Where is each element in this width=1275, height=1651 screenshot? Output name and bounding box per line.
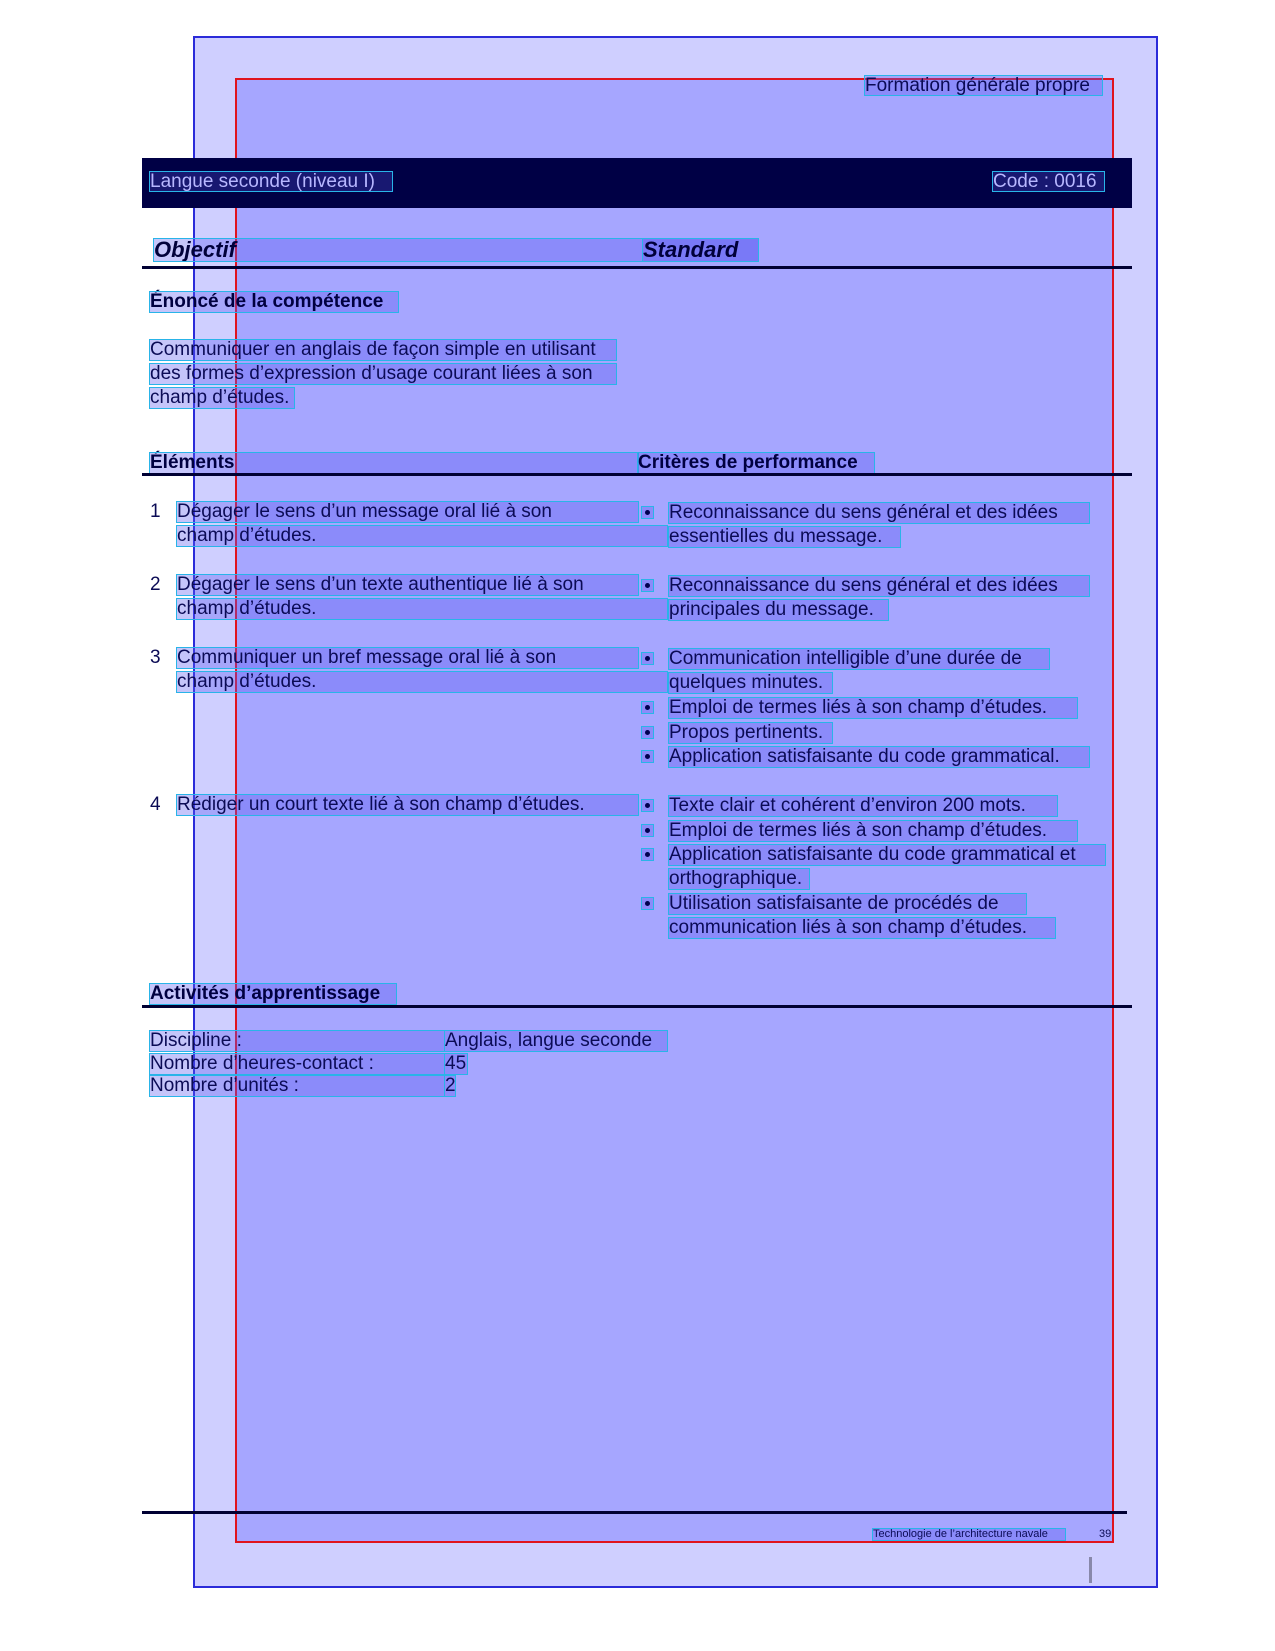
criterion-line: principales du message.: [669, 600, 888, 620]
element-line: champ d’études.: [177, 526, 667, 546]
element-line: Dégager le sens d’un message oral lié à son: [177, 502, 638, 522]
element-line: Dégager le sens d’un texte authentique lié à son: [177, 575, 638, 595]
criterion-line: Communication intelligible d’une durée de: [669, 649, 1049, 669]
rule: [142, 1005, 1132, 1008]
footer-title: Technologie de l’architecture navale: [873, 1529, 1065, 1540]
criterion-line: communication liés à son champ d’études.: [669, 918, 1055, 938]
text-cursor: [1089, 1557, 1092, 1583]
bullet-icon: [642, 898, 653, 909]
bullet-icon: [642, 507, 653, 518]
element-number: 4: [150, 794, 161, 815]
rule: [142, 266, 1132, 269]
objective-heading: Objectif: [154, 239, 758, 261]
activity-label: Nombre d’unités :: [150, 1076, 444, 1096]
bullet-icon: [642, 702, 653, 713]
bullet-icon: [642, 653, 653, 664]
criteria-heading: Critères de performance: [638, 453, 874, 473]
page-number: 39: [1099, 1528, 1112, 1540]
activity-label: Nombre d’heures-contact :: [150, 1054, 444, 1074]
criterion-line: Emploi de termes liés à son champ d’études.: [669, 698, 1077, 718]
bullet-icon: [642, 800, 653, 811]
criterion-line: Propos pertinents.: [669, 723, 832, 743]
competence-line: champ d’études.: [150, 388, 294, 408]
competence-line: Communiquer en anglais de façon simple en utilisant: [150, 340, 616, 360]
element-number: 1: [150, 501, 161, 522]
rule: [142, 473, 1132, 476]
element-line: champ d’études.: [177, 672, 667, 692]
course-code: Code : 0016: [993, 172, 1104, 191]
element-number: 3: [150, 647, 161, 668]
rule: [142, 1511, 1127, 1514]
activity-value: 2: [445, 1075, 456, 1096]
criterion-line: Texte clair et cohérent d’environ 200 mots.: [669, 796, 1057, 816]
bullet-icon: [642, 580, 653, 591]
standard-heading: Standard: [643, 239, 758, 261]
criterion-line: Application satisfaisante du code grammatical et: [669, 845, 1105, 865]
criterion-line: quelques minutes.: [669, 673, 832, 693]
element-line: champ d’études.: [177, 599, 667, 619]
element-line: Rédiger un court texte lié à son champ d’études.: [177, 795, 638, 815]
bullet-icon: [642, 751, 653, 762]
activities-heading: Activités d’apprentissage: [150, 984, 396, 1004]
criterion-line: Emploi de termes liés à son champ d’études.: [669, 821, 1077, 841]
activity-value: 45: [445, 1053, 467, 1074]
criterion-line: Reconnaissance du sens général et des idées: [669, 576, 1089, 596]
activity-label: Discipline :: [150, 1031, 444, 1051]
criterion-line: Utilisation satisfaisante de procédés de: [669, 894, 1026, 914]
competence-heading: Énoncé de la compétence: [150, 292, 398, 312]
criterion-line: orthographique.: [669, 869, 809, 889]
header-label: Formation générale propre: [865, 76, 1102, 95]
bullet-icon: [642, 825, 653, 836]
element-number: 2: [150, 574, 161, 595]
criterion-line: Application satisfaisante du code grammatical.: [669, 747, 1089, 767]
elements-heading: Éléments: [150, 453, 638, 473]
competence-line: des formes d’expression d’usage courant liées à son: [150, 364, 616, 384]
criterion-line: essentielles du message.: [669, 527, 900, 547]
course-title: Langue seconde (niveau I): [150, 172, 392, 191]
criterion-line: Reconnaissance du sens général et des idées: [669, 503, 1089, 523]
element-line: Communiquer un bref message oral lié à son: [177, 648, 638, 668]
bullet-icon: [642, 727, 653, 738]
bullet-icon: [642, 849, 653, 860]
activity-value: Anglais, langue seconde: [445, 1031, 667, 1051]
